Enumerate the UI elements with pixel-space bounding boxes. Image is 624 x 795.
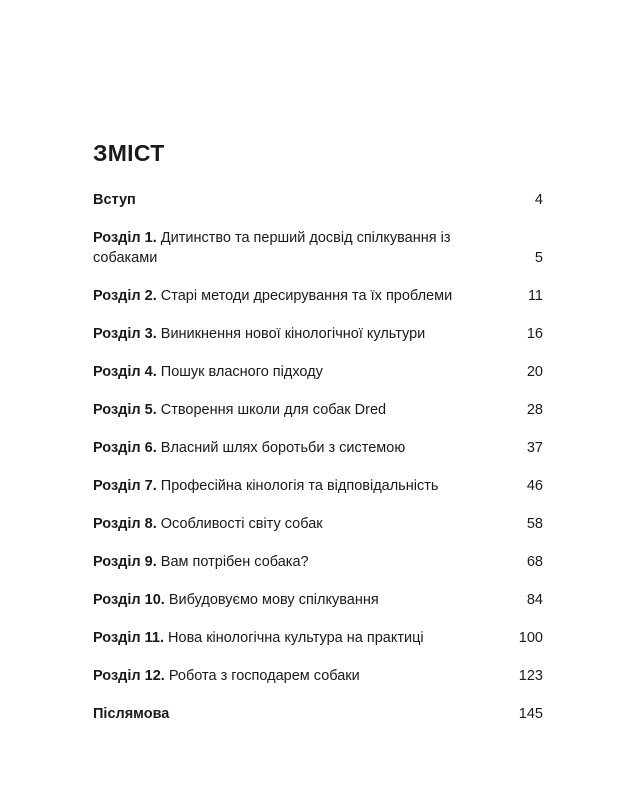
toc-entry-label: Розділ 4.	[93, 364, 157, 380]
toc-entry-page: 123	[518, 668, 543, 684]
toc-title: ЗМІСТ	[93, 140, 165, 166]
toc-entry-text: Старі методи дресирування та їх проблеми	[156, 288, 453, 304]
toc-entry-chapter-4	[93, 362, 543, 382]
toc-entry-label: Розділ 2.	[93, 288, 157, 304]
toc-entry-chapter-3	[93, 324, 543, 344]
toc-entry-text: Створення школи для собак Dred	[156, 402, 387, 418]
toc-entry-label: Вступ	[93, 192, 136, 208]
toc-entry-page: 5	[534, 250, 543, 266]
toc-entry-label: Розділ 7.	[93, 478, 157, 494]
toc-entry-label: Розділ 11.	[93, 630, 165, 646]
toc-entry-label: Розділ 6.	[93, 440, 157, 456]
toc-entry-page: 16	[526, 326, 543, 342]
toc-entry-page: 68	[526, 554, 543, 570]
toc-entry-text: Власний шлях боротьби з системою	[156, 440, 406, 456]
toc-entry-text: Робота з господарем собаки	[164, 668, 360, 684]
toc-entry-text: Пошук власного підходу	[156, 364, 323, 380]
toc-entry-chapter-12	[93, 666, 543, 686]
toc-entry-page: 145	[518, 706, 543, 722]
toc-entry-page: 4	[534, 192, 543, 208]
toc-entry-page: 11	[527, 288, 543, 304]
toc-entry-intro	[93, 190, 543, 210]
toc-entry-text: Особливості світу собак	[156, 516, 323, 532]
toc-entry-label: Розділ 3.	[93, 326, 157, 342]
toc-entry-afterword	[93, 704, 543, 724]
toc-list	[93, 190, 543, 742]
toc-entry-page: 100	[518, 630, 543, 646]
toc-entry-text: Професійна кінологія та відповідальність	[156, 478, 439, 494]
toc-entry-text: Вибудовуємо мову спілкування	[164, 592, 379, 608]
toc-entry-page: 37	[526, 440, 543, 456]
toc-entry-text: Вам потрібен собака?	[156, 554, 309, 570]
toc-entry-page: 46	[526, 478, 543, 494]
toc-entry-label: Розділ 5.	[93, 402, 157, 418]
toc-entry-chapter-2	[93, 286, 543, 306]
toc-entry-chapter-9	[93, 552, 543, 572]
toc-entry-page: 58	[526, 516, 543, 532]
toc-entry-page: 20	[526, 364, 543, 380]
toc-entry-label: Розділ 10.	[93, 592, 165, 608]
toc-entry-page: 84	[526, 592, 543, 608]
toc-entry-chapter-8	[93, 514, 543, 534]
toc-entry-chapter-7	[93, 476, 543, 496]
toc-entry-chapter-1	[93, 228, 543, 268]
toc-entry-text: Виникнення нової кінологічної культури	[156, 326, 426, 342]
toc-entry-label: Розділ 1.	[93, 230, 157, 246]
toc-entry-label: Розділ 12.	[93, 668, 165, 684]
toc-entry-text: Нова кінологічна культура на практиці	[164, 630, 424, 646]
toc-entry-label: Післямова	[93, 706, 170, 722]
toc-entry-label: Розділ 9.	[93, 554, 157, 570]
toc-entry-chapter-5	[93, 400, 543, 420]
toc-entry-chapter-10	[93, 590, 543, 610]
toc-entry-label: Розділ 8.	[93, 516, 157, 532]
toc-entry-chapter-11	[93, 628, 543, 648]
toc-entry-page: 28	[526, 402, 543, 418]
toc-entry-text: Дитинство та перший досвід спілкування із собаками	[93, 230, 451, 266]
toc-entry-chapter-6	[93, 438, 543, 458]
